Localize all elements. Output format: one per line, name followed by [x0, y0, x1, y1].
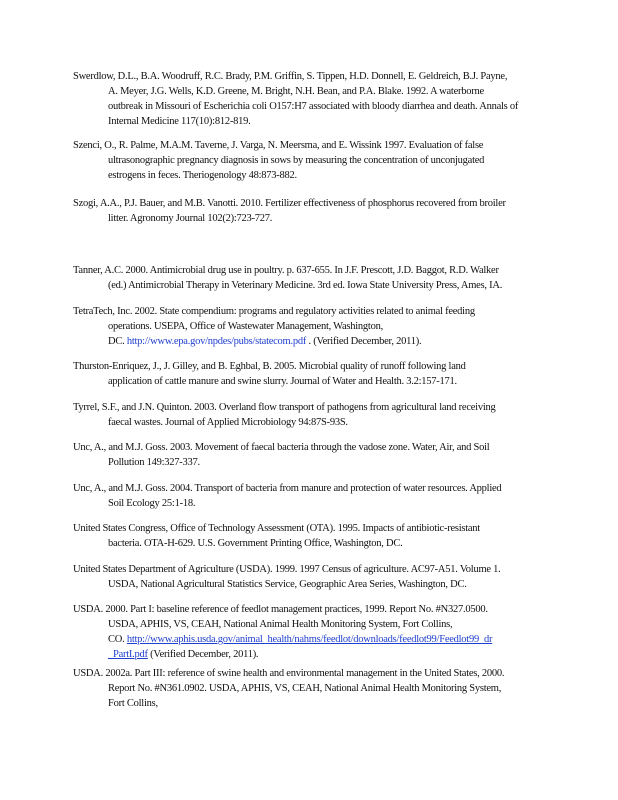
reference-line: Pollution 149:327-337.: [108, 457, 200, 468]
reference-line: Tanner, A.C. 2000. Antimicrobial drug use in poultry. p. 637-655. In J.F. Prescott, J.D. Baggot, R.D. Walker: [73, 265, 499, 276]
reference-line: USDA. 2002a. Part III: reference of swine health and environmental management in the United States, 2000.: [73, 668, 505, 679]
reference-line: Report No. #N361.0902. USDA, APHIS, VS, CEAH, National Animal Health Monitoring System,: [108, 683, 502, 694]
aphis-feedlot-link-continued[interactable]: _PartI.pdf: [108, 649, 148, 660]
reference-entry: [73, 440, 557, 470]
reference-line: United States Congress, Office of Technology Assessment (OTA). 1995. Impacts of antibiotic-resistant: [73, 523, 480, 534]
reference-line: application of cattle manure and swine slurry. Journal of Water and Health. 3.2:157-171.: [108, 376, 457, 387]
reference-entry: [73, 400, 557, 430]
reference-entry: [73, 666, 557, 711]
reference-line: Internal Medicine 117(10):812-819.: [108, 116, 251, 127]
reference-line: bacteria. OTA-H-629. U.S. Government Printing Office, Washington, DC.: [108, 538, 403, 549]
reference-line: USDA. 2000. Part I: baseline reference of feedlot management practices, 1999. Report No. #N327.0500.: [73, 604, 488, 615]
reference-line: [73, 632, 557, 647]
link-suffix: (Verified December, 2011).: [147, 649, 259, 660]
reference-entry: [73, 263, 557, 293]
reference-entry: [73, 562, 557, 592]
reference-entry: [73, 138, 557, 183]
reference-line: (ed.) Antimicrobial Therapy in Veterinary Medicine. 3rd ed. Iowa State University Press, Ames, IA.: [108, 280, 503, 291]
reference-line: Unc, A., and M.J. Goss. 2003. Movement of faecal bacteria through the vadose zone. Water, Air, and Soil: [73, 442, 490, 453]
reference-entry: [73, 359, 557, 389]
reference-entry: [73, 481, 557, 511]
reference-line: Szogi, A.A., P.J. Bauer, and M.B. Vanotti. 2010. Fertilizer effectiveness of phosphorus recovered from broiler: [73, 198, 506, 209]
reference-entry: [73, 521, 557, 551]
reference-line: operations. USEPA, Office of Wastewater Management, Washington,: [108, 321, 383, 332]
reference-line: faecal wastes. Journal of Applied Microbiology 94:87S-93S.: [108, 417, 348, 428]
reference-line: United States Department of Agriculture (USDA). 1999. 1997 Census of agriculture. AC97-A51. Volume 1.: [73, 564, 501, 575]
reference-line: Szenci, O., R. Palme, M.A.M. Taverne, J. Varga, N. Meersma, and E. Wissink 1997. Evaluation of false: [73, 140, 484, 151]
reference-line: A. Meyer, J.G. Wells, K.D. Greene, M. Bright, N.H. Bean, and P.A. Blake. 1992. A waterborne: [108, 86, 484, 97]
reference-line: Swerdlow, D.L., B.A. Woodruff, R.C. Brady, P.M. Griffin, S. Tippen, H.D. Donnell, E. Geldreich, B.J. Payne,: [73, 71, 508, 82]
reference-entry: [73, 602, 557, 662]
reference-entry: [73, 196, 557, 226]
reference-line: TetraTech, Inc. 2002. State compendium: programs and regulatory activities related to animal feeding: [73, 306, 475, 317]
reference-line: litter. Agronomy Journal 102(2):723-727.: [108, 213, 273, 224]
link-suffix: . (Verified December, 2011).: [306, 336, 422, 347]
link-prefix: DC.: [108, 336, 127, 347]
reference-entry: [73, 69, 557, 129]
aphis-feedlot-link[interactable]: http://www.aphis.usda.gov/animal_health/nahms/feedlot/downloads/feedlot99/Feedlot99_dr: [126, 634, 493, 645]
link-prefix: CO.: [108, 634, 127, 645]
reference-entry: [73, 304, 557, 349]
reference-line: estrogens in feces. Theriogenology 48:873-882.: [108, 170, 297, 181]
reference-line: Unc, A., and M.J. Goss. 2004. Transport of bacteria from manure and protection of water resources. Applied: [73, 483, 502, 494]
reference-line: [73, 647, 557, 662]
reference-line: outbreak in Missouri of Escherichia coli O157:H7 associated with bloody diarrhea and death. Annals of: [108, 101, 519, 112]
reference-line: [73, 334, 557, 349]
reference-line: USDA, APHIS, VS, CEAH, National Animal Health Monitoring System, Fort Collins,: [108, 619, 453, 630]
reference-line: USDA, National Agricultural Statistics Service, Geographic Area Series, Washington, DC.: [108, 579, 467, 590]
reference-line: Thurston-Enriquez, J., J. Gilley, and B. Eghbal, B. 2005. Microbial quality of runoff following land: [73, 361, 466, 372]
epa-statecom-link[interactable]: http://www.epa.gov/npdes/pubs/statecom.pdf: [126, 336, 307, 347]
reference-line: Tyrrel, S.F., and J.N. Quinton. 2003. Overland flow transport of pathogens from agricultural land receiving: [73, 402, 496, 413]
reference-line: Fort Collins,: [108, 698, 158, 709]
reference-line: ultrasonographic pregnancy diagnosis in sows by measuring the concentration of unconjugated: [108, 155, 485, 166]
reference-line: Soil Ecology 25:1-18.: [108, 498, 196, 509]
